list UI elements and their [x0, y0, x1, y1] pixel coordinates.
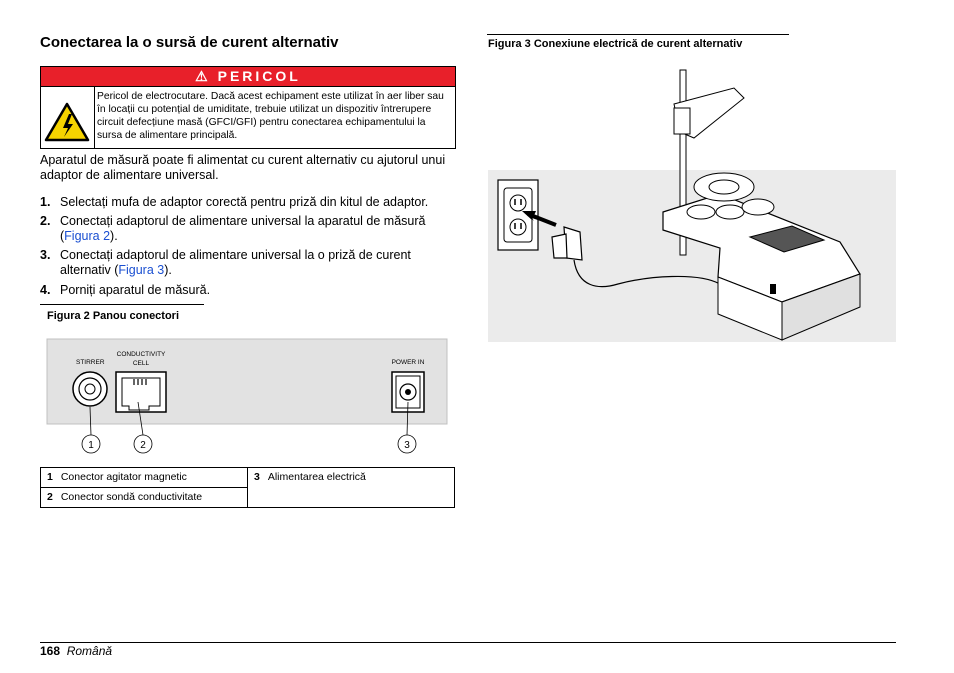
step-text: Selectați mufa de adaptor corectă pentru priză din kitul de adaptor. [60, 195, 429, 209]
connector-panel-figure [40, 336, 454, 462]
conductivity-label: CONDUCTIVITY [116, 351, 166, 358]
legend-cell: 1 Conector agitator magnetic [41, 468, 248, 488]
figure-3-caption: Figura 3 Conexiune electrică de curent alternativ [488, 38, 743, 50]
stirrer-label: STIRRER [76, 359, 105, 366]
stirrer-connector-icon [73, 372, 107, 406]
ac-connection-figure [488, 62, 896, 342]
figure-2-legend [40, 467, 455, 508]
section-title: Conectarea la o sursă de curent alternativ [40, 34, 339, 51]
footer [40, 644, 112, 658]
step-number: 3. [40, 248, 51, 262]
callout-1: 1 [88, 440, 94, 451]
footer-language: Română [66, 644, 113, 658]
step-text: Conectați adaptorul de alimentare universal la o priză de curent alternativ (Figura 3). [60, 248, 411, 277]
steps-list [40, 195, 454, 305]
intro-paragraph: Aparatul de măsură poate fi alimentat cu curent alternativ cu ajutorul unui adaptor de alimentare universal. [40, 153, 446, 182]
step-text: Conectați adaptorul de alimentare universal la aparatul de măsură (Figura 2). [60, 214, 426, 243]
step-number: 2. [40, 214, 51, 228]
danger-text: Pericol de electrocutare. Dacă acest echipament este utilizat în aer liber sau în locații cu potențial de umiditate, trebuie utilizat un dispozitiv întrerupere circuit defecțiune masă (GFCI/GFI) pentru conectarea echipamentului la sursa de alimentare principală. [97, 91, 444, 141]
danger-label: PERICOL [217, 68, 301, 84]
figure-2-link[interactable]: Figura 2 [64, 229, 111, 243]
danger-header [41, 67, 455, 87]
step-number: 1. [40, 195, 51, 209]
legend-cell: 2 Conector sondă conductivitate [41, 488, 248, 508]
cell-label: CELL [132, 360, 150, 367]
conductivity-jack-icon [116, 372, 166, 412]
callout-3: 3 [404, 440, 410, 451]
figure-2-rule [40, 304, 204, 305]
figure-2-caption: Figura 2 Panou conectori [47, 310, 180, 322]
danger-box [40, 66, 456, 149]
footer-rule [40, 642, 896, 643]
power-in-label: POWER IN [391, 359, 425, 366]
page-number: 168 [40, 644, 61, 658]
step-number: 4. [40, 283, 51, 297]
legend-cell: 3 Alimentarea electrică [248, 468, 455, 508]
figure-3-link[interactable]: Figura 3 [118, 263, 165, 277]
step-text: Porniți aparatul de măsură. [60, 283, 211, 297]
figure-3-rule [487, 34, 789, 35]
callout-2: 2 [140, 440, 146, 451]
danger-symbol: ⚠ [195, 68, 211, 84]
electrical-hazard-icon [41, 87, 95, 148]
table-row [41, 468, 455, 488]
